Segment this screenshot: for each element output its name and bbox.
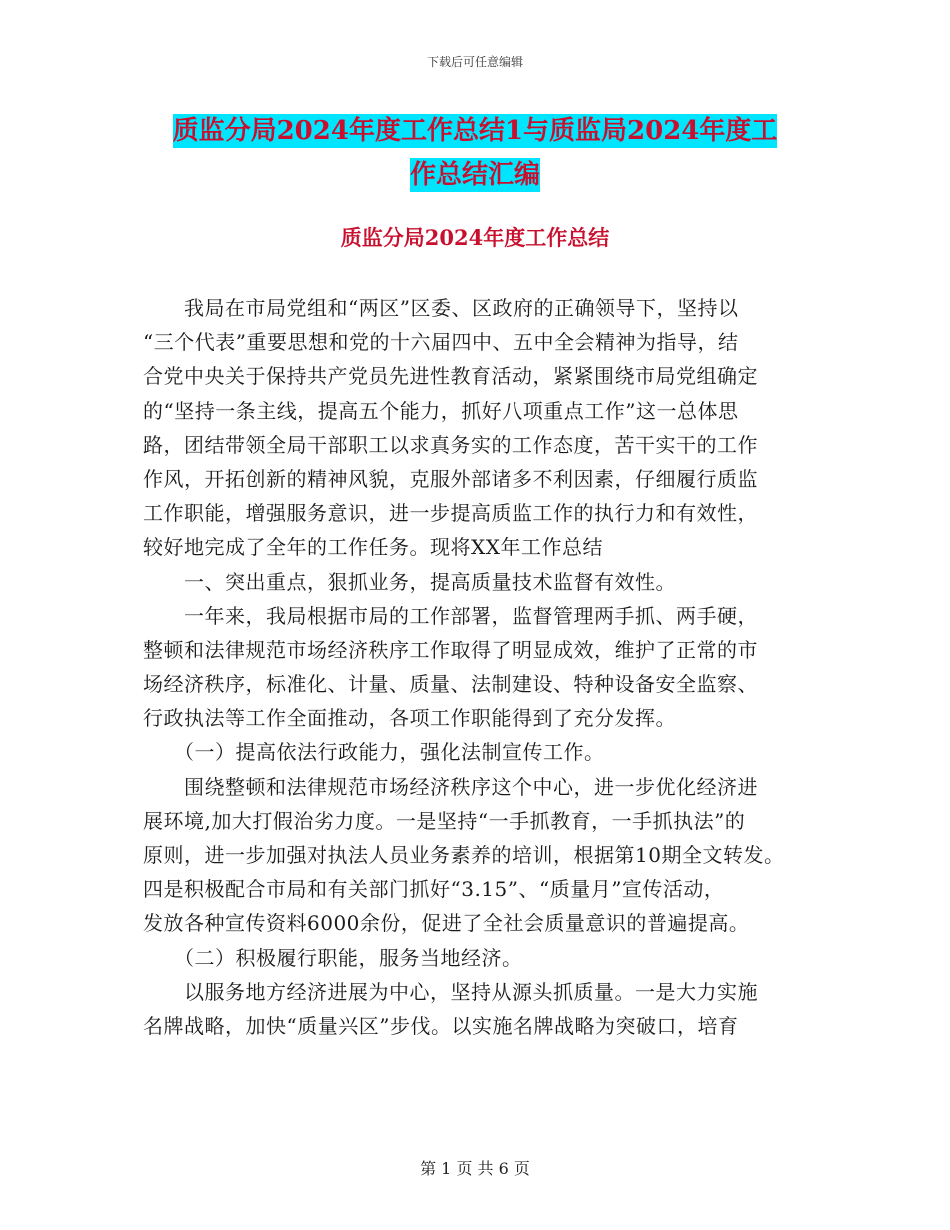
document-title-text-2: 作总结汇编: [409, 160, 540, 190]
body-line: 围绕整顿和法律规范市场经济秩序这个中心，进一步优化经济进: [143, 774, 758, 799]
document-title-line-2: [150, 152, 800, 198]
document-title-text-1: 质监分局2024年度工作总结1与质监局2024年度工: [172, 116, 778, 146]
body-line: 我局在市局党组和“两区”区委、区政府的正确领导下，坚持以: [143, 296, 739, 320]
body-line: 名牌战略，加快“质量兴区”步伐。以实施名牌战略为突破口，培育: [143, 1013, 739, 1038]
body-line: 一年来，我局根据市局的工作部署，监督管理两手抓、两手硬，: [143, 603, 758, 628]
body-line: 发放各种宣传资料6000余份，促进了全社会质量意识的普遍提高。: [143, 911, 750, 936]
body-line: 场经济秩序，标准化、计量、质量、法制建设、特种设备安全监察、: [143, 672, 758, 697]
body-line: 原则，进一步加强对执法人员业务素养的培训，根据第10期全文转发。: [143, 843, 785, 867]
body-text: [143, 291, 805, 1043]
body-line: 较好地完成了全年的工作任务。现将XX年工作总结: [143, 535, 603, 560]
body-line: 以服务地方经济进展为中心，坚持从源头抓质量。一是大力实施: [143, 979, 758, 1004]
body-line: 整顿和法律规范市场经济秩序工作取得了明显成效，维护了正常的市: [143, 637, 758, 662]
header-note: 下载后可任意编辑: [426, 55, 523, 69]
body-line: 四是积极配合市局和有关部门抓好“3.15”、“质量月”宣传活动，: [143, 877, 725, 902]
body-line: 展环境,加大打假治劣力度。一是坚持“一手抓教育，一手抓执法”的: [143, 808, 746, 833]
document-title-line-1: [150, 108, 800, 154]
body-line: 一、突出重点，狠抓业务，提高质量技术监督有效性。: [143, 569, 676, 594]
section-title: 质监分局2024年度工作总结: [340, 225, 610, 250]
body-line: 路，团结带领全局干部职工以求真务实的工作态度，苦干实干的工作: [143, 432, 758, 457]
body-line: （二）积极履行职能，服务当地经济。: [143, 945, 523, 970]
body-line: 的“坚持一条主线，提高五个能力，抓好八项重点工作”这一总体思: [143, 398, 739, 423]
body-line: （一）提高依法行政能力，强化法制宣传工作。: [143, 740, 605, 765]
page-footer: 第 1 页 共 6 页: [420, 1159, 530, 1178]
body-line: 工作职能，增强服务意识，进一步提高质监工作的执行力和有效性，: [143, 501, 758, 526]
body-line: “三个代表”重要思想和党的十六届四中、五中全会精神为指导，结: [143, 330, 739, 355]
body-line: 行政执法等工作全面推动，各项工作职能得到了充分发挥。: [143, 706, 676, 731]
body-line: 合党中央关于保持共产党员先进性教育活动，紧紧围绕市局党组确定: [143, 364, 758, 389]
body-line: 作风，开拓创新的精神风貌，克服外部诸多不利因素，仔细履行质监: [143, 466, 758, 491]
